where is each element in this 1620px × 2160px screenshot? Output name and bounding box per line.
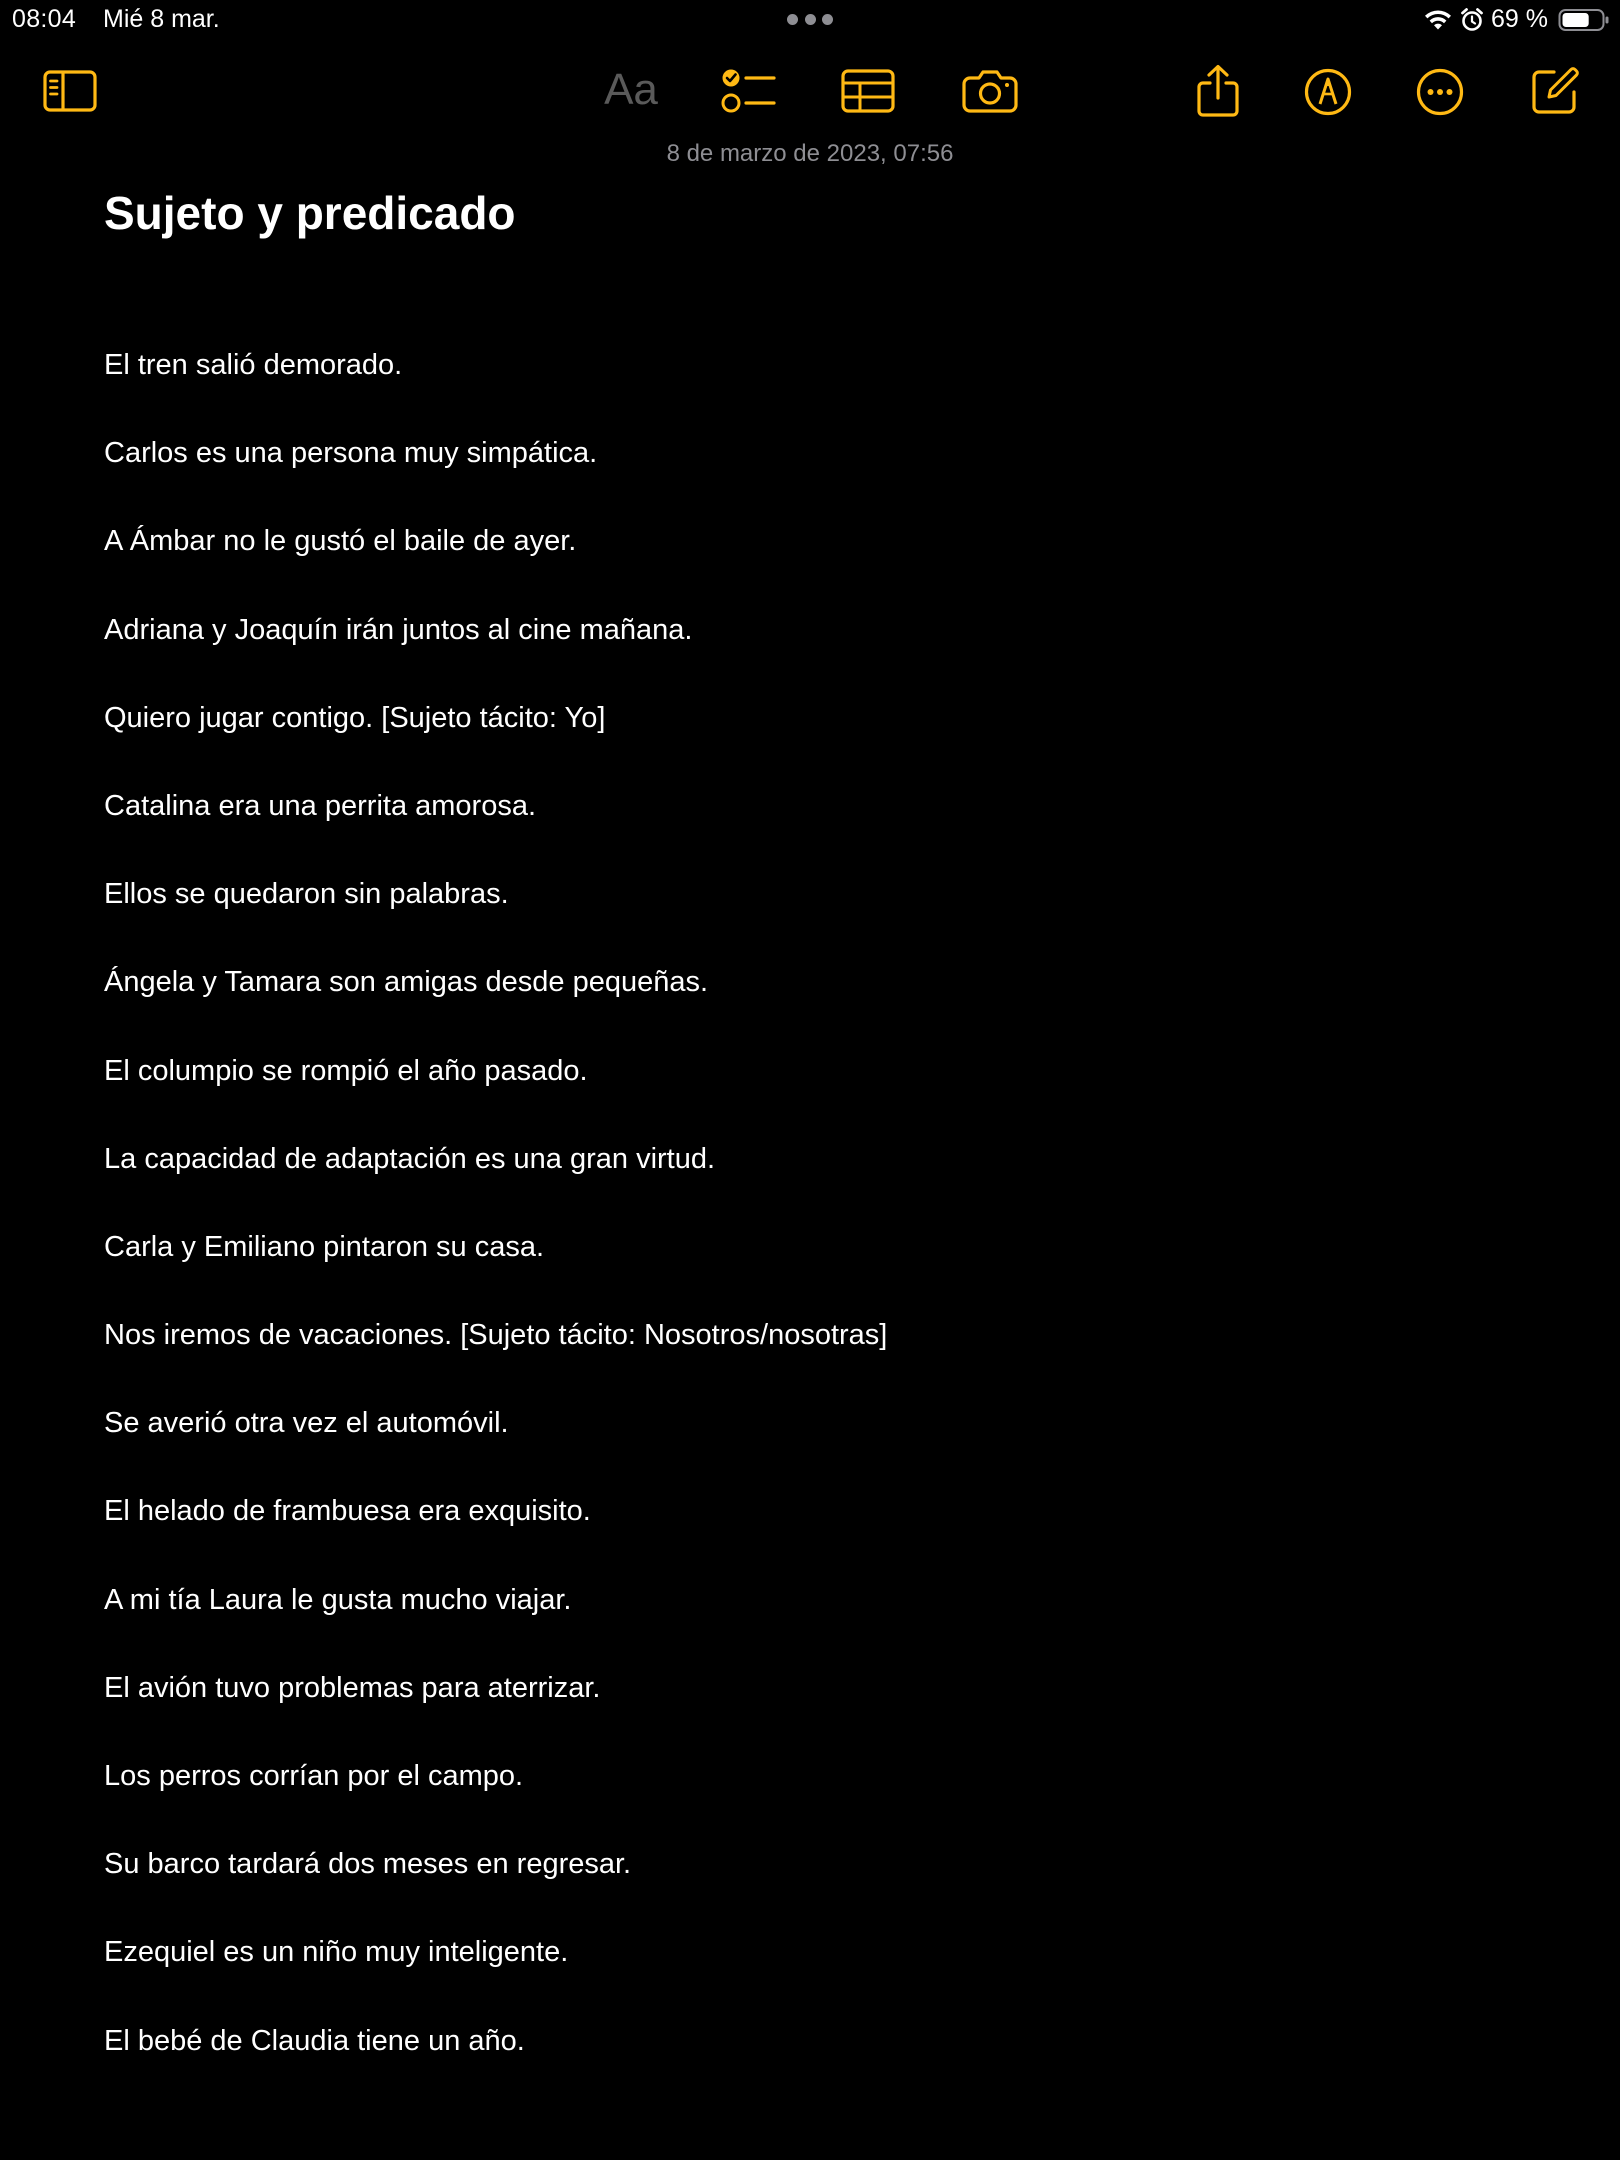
note-line[interactable]: Carla y Emiliano pintaron su casa. <box>104 1230 545 1263</box>
share-button[interactable] <box>1190 62 1246 120</box>
table-button[interactable] <box>838 66 898 116</box>
note-line[interactable]: Catalina era una perrita amorosa. <box>104 789 537 822</box>
more-options-button[interactable] <box>1412 64 1468 120</box>
note-line[interactable]: La capacidad de adaptación es una gran virtud. <box>104 1142 716 1175</box>
note-line[interactable]: A mi tía Laura le gusta mucho viajar. <box>104 1583 572 1616</box>
battery-fill <box>1563 13 1589 27</box>
format-text-button[interactable]: Aa <box>604 65 658 114</box>
note-body[interactable] <box>104 346 1524 2110</box>
status-bar <box>0 0 1620 40</box>
share-icon <box>1196 64 1240 118</box>
table-icon <box>841 69 895 113</box>
multitasking-dots-icon[interactable] <box>787 14 833 26</box>
note-title[interactable]: Sujeto y predicado <box>104 187 516 239</box>
compose-icon <box>1530 66 1580 116</box>
note-line[interactable]: Nos iremos de vacaciones. [Sujeto tácito: Nosotros/nosotras] <box>104 1319 888 1352</box>
camera-button[interactable] <box>960 66 1020 116</box>
note-line[interactable]: El avión tuvo problemas para aterrizar. <box>104 1671 601 1704</box>
new-note-button[interactable] <box>1526 62 1584 120</box>
note-line[interactable]: Ángela y Tamara son amigas desde pequeñas. <box>104 966 709 999</box>
note-line[interactable]: Ellos se quedaron sin palabras. <box>104 878 509 911</box>
note-line[interactable]: El bebé de Claudia tiene un año. <box>104 2024 525 2057</box>
note-line[interactable]: El tren salió demorado. <box>104 349 403 381</box>
sidebar-icon <box>43 70 97 112</box>
checklist-icon <box>721 67 777 115</box>
checklist-button[interactable] <box>718 64 780 118</box>
sidebar-toggle-button[interactable] <box>40 66 100 116</box>
note-line[interactable]: A Ámbar no le gustó el baile de ayer. <box>104 525 577 558</box>
battery-icon <box>1558 8 1610 32</box>
markup-button[interactable] <box>1300 64 1356 120</box>
note-line[interactable]: Se averió otra vez el automóvil. <box>104 1407 509 1440</box>
battery-percentage: 69 % <box>1491 5 1548 33</box>
wifi-icon <box>1423 8 1453 32</box>
note-line[interactable]: El helado de frambuesa era exquisito. <box>104 1495 591 1528</box>
status-time: 08:04 <box>12 5 77 33</box>
note-line[interactable]: Carlos es una persona muy simpática. <box>104 437 598 470</box>
status-date: Mié 8 mar. <box>103 5 220 33</box>
note-line[interactable]: Adriana y Joaquín irán juntos al cine mañana. <box>104 613 693 646</box>
note-line[interactable]: El columpio se rompió el año pasado. <box>104 1054 588 1087</box>
alarm-icon <box>1460 7 1484 33</box>
note-line[interactable]: Su barco tardará dos meses en regresar. <box>104 1848 632 1881</box>
ellipsis-circle-icon <box>1416 68 1464 116</box>
camera-icon <box>962 69 1018 113</box>
note-line[interactable]: Ezequiel es un niño muy inteligente. <box>104 1936 569 1969</box>
markup-pen-icon <box>1304 68 1352 116</box>
note-timestamp: 8 de marzo de 2023, 07:56 <box>666 140 954 167</box>
note-line[interactable]: Quiero jugar contigo. [Sujeto tácito: Yo] <box>104 701 606 734</box>
note-line[interactable]: Los perros corrían por el campo. <box>104 1760 524 1792</box>
